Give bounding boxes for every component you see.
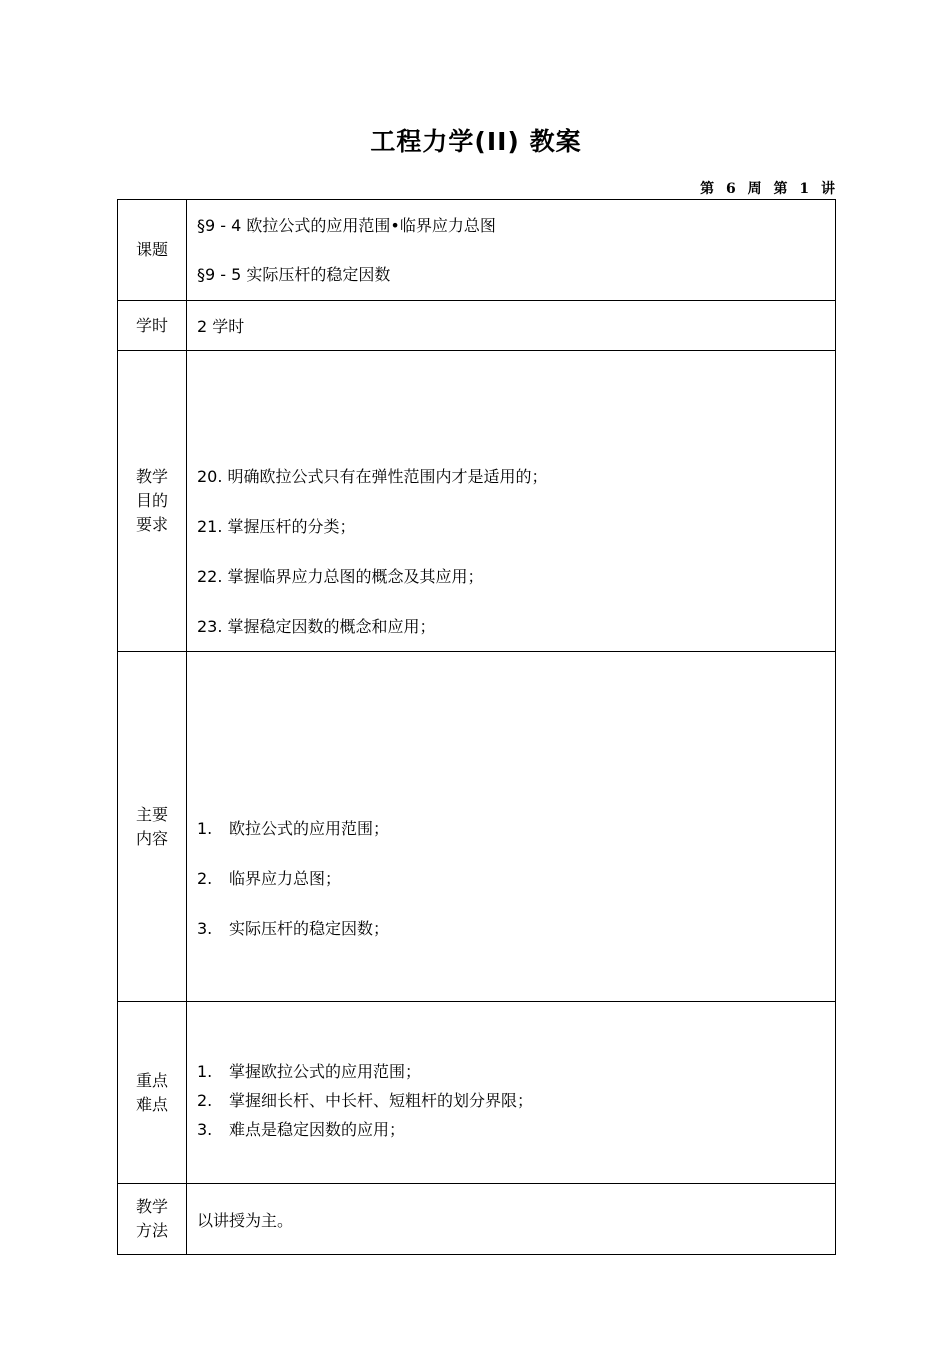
topic-row [118,200,836,301]
key-points-label: 重点 难点 [118,1002,187,1184]
objective-item: 22. 掌握临界应力总图的概念及其应用； [197,567,484,586]
content-item: 3. 实际压杆的稳定因数； [197,919,390,938]
lesson-plan-table [117,199,836,1255]
objective-item: 21. 掌握压杆的分类； [197,517,356,536]
content-item: 1. 欧拉公式的应用范围； [197,819,390,838]
method-row [118,1184,836,1255]
key-point-item: 2. 掌握细长杆、中长杆、短粗杆的划分界限； [197,1091,534,1110]
objective-item: 20. 明确欧拉公式只有在弹性范围内才是适用的； [197,467,548,486]
hours-content: 2 学时 [187,301,836,351]
key-point-item: 3. 难点是稳定因数的应用； [197,1120,406,1139]
hours-label: 学时 [118,301,187,351]
key-point-item: 1. 掌握欧拉公式的应用范围； [197,1062,422,1081]
topic-line: §9 - 5 实际压杆的稳定因数 [197,264,391,284]
objectives-label: 教学 目的 要求 [118,351,187,652]
topic-line: §9 - 4 欧拉公式的应用范围•临界应力总图 [197,215,496,235]
key-points-content [187,1002,836,1184]
page-title: 工程力学(II) 教案 [370,127,582,156]
week-lecture-label: 第 6 周 第 1 讲 [700,181,836,197]
topic-content [187,200,836,301]
objective-item: 23. 掌握稳定因数的概念和应用； [197,617,436,636]
key-points-row [118,1002,836,1184]
hours-row [118,301,836,351]
content-label: 主要 内容 [118,652,187,1002]
objectives-content [187,351,836,652]
objectives-row [118,351,836,652]
method-label: 教学 方法 [118,1184,187,1255]
content-row [118,652,836,1002]
content-item: 2. 临界应力总图； [197,869,342,888]
method-content: 以讲授为主。 [187,1184,836,1255]
main-content [187,652,836,1002]
topic-label: 课题 [118,200,187,301]
